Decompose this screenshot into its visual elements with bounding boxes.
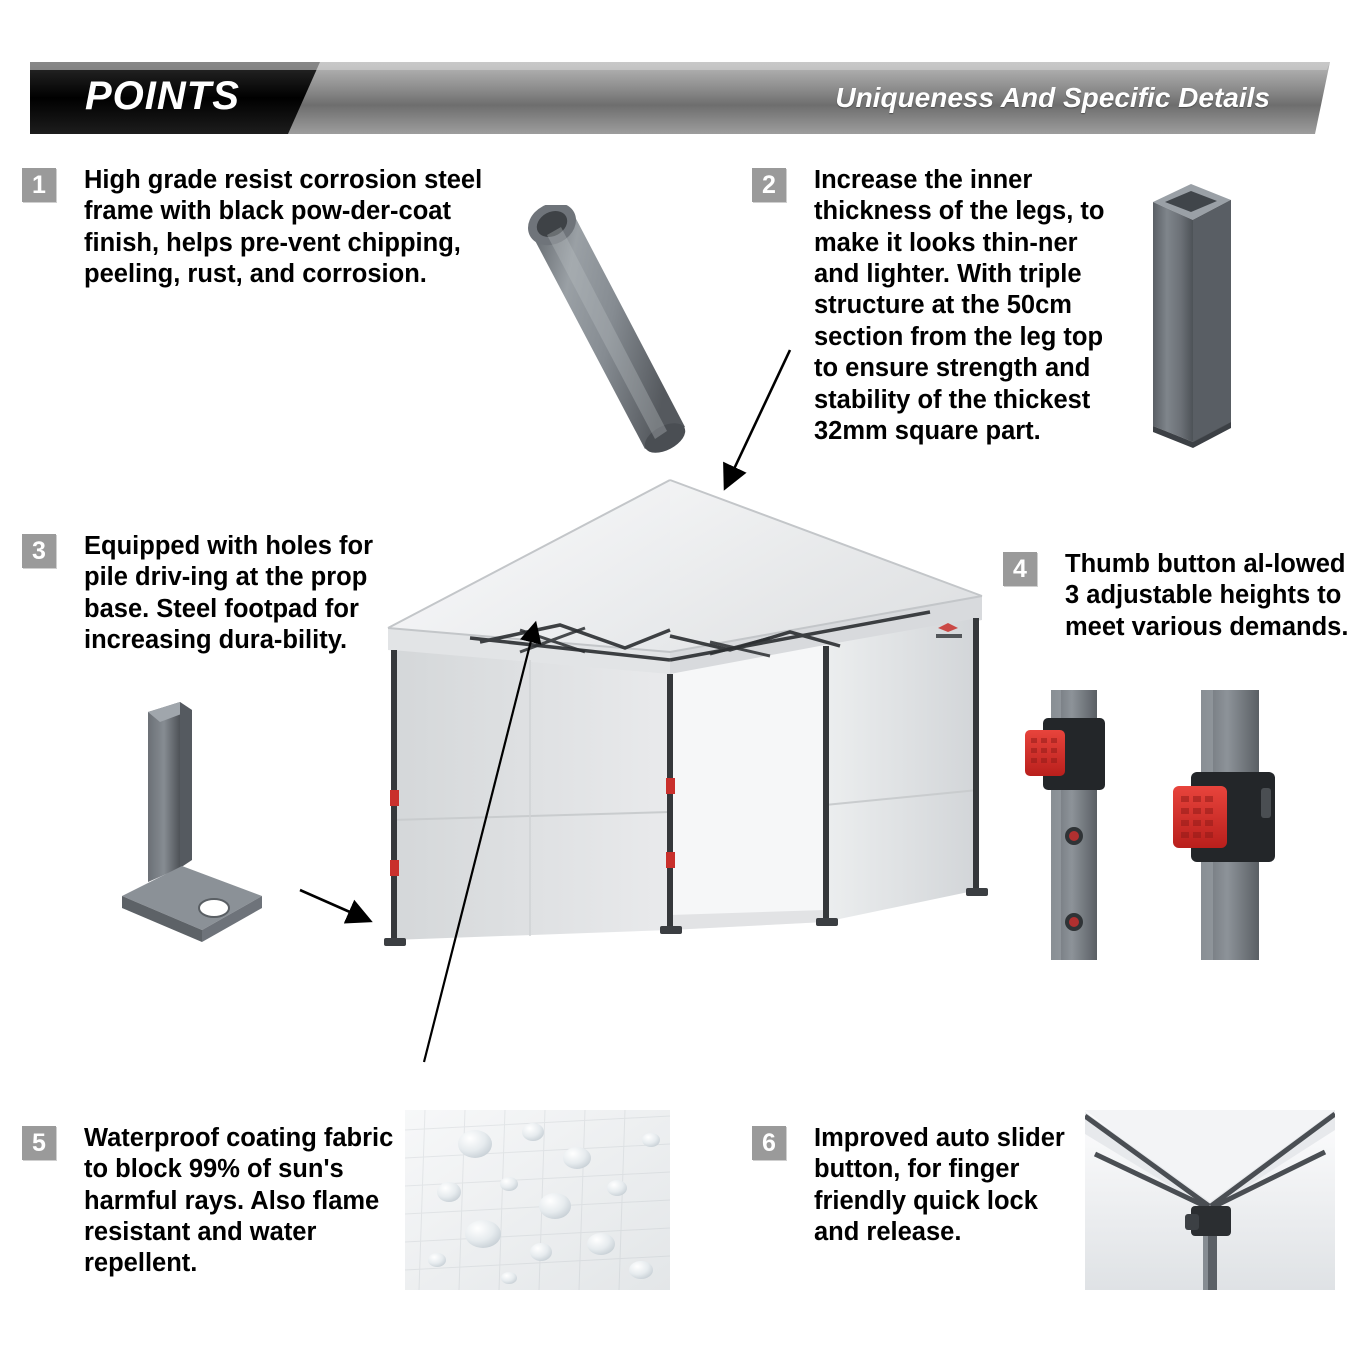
point-4-text: Thumb button al-lowed 3 adjustable heights to meet various demands. bbox=[1065, 550, 1349, 641]
point-3-text: Equipped with holes for pile driv-ing at the prop base. Steel footpad for increasing dura-bility. bbox=[84, 532, 373, 655]
auto-slider-photo bbox=[1085, 1110, 1335, 1290]
steel-footpad-photo bbox=[110, 700, 280, 950]
steel-tube-photo bbox=[495, 205, 705, 455]
waterproof-fabric-photo bbox=[405, 1110, 670, 1290]
banner-title: POINTS bbox=[85, 74, 240, 118]
arrow-point3 bbox=[300, 890, 368, 920]
banner-subtitle: Uniqueness And Specific Details bbox=[835, 82, 1270, 113]
point-5-number: 5 bbox=[22, 1126, 56, 1160]
point-6-number: 6 bbox=[752, 1126, 786, 1160]
point-5-text: Waterproof coating fabric to block 99% of sun's harmful rays. Also flame resistant and water repellent. bbox=[84, 1124, 394, 1278]
header-banner bbox=[30, 62, 1330, 134]
point-2-text: Increase the inner thickness of the legs, to make it looks thin-ner and lighter. With triple structure at the 50cm section from the leg top to ensure strength and stability of the thickest 32mm square part. bbox=[814, 166, 1105, 445]
pop-up-canopy-tent-photo bbox=[370, 460, 1010, 970]
point-1-number: 1 bbox=[22, 168, 56, 202]
thumb-button-photo bbox=[1015, 690, 1305, 960]
point-6-text: Improved auto slider button, for finger friendly quick lock and release. bbox=[814, 1124, 1065, 1247]
point-1-text: High grade resist corrosion steel frame with black pow-der-coat finish, helps pre-vent chipping, peeling, rust, and corrosion. bbox=[84, 166, 483, 289]
point-3-number: 3 bbox=[22, 534, 56, 568]
square-leg-photo bbox=[1135, 180, 1245, 450]
point-4-number: 4 bbox=[1003, 552, 1037, 586]
point-2-number: 2 bbox=[752, 168, 786, 202]
